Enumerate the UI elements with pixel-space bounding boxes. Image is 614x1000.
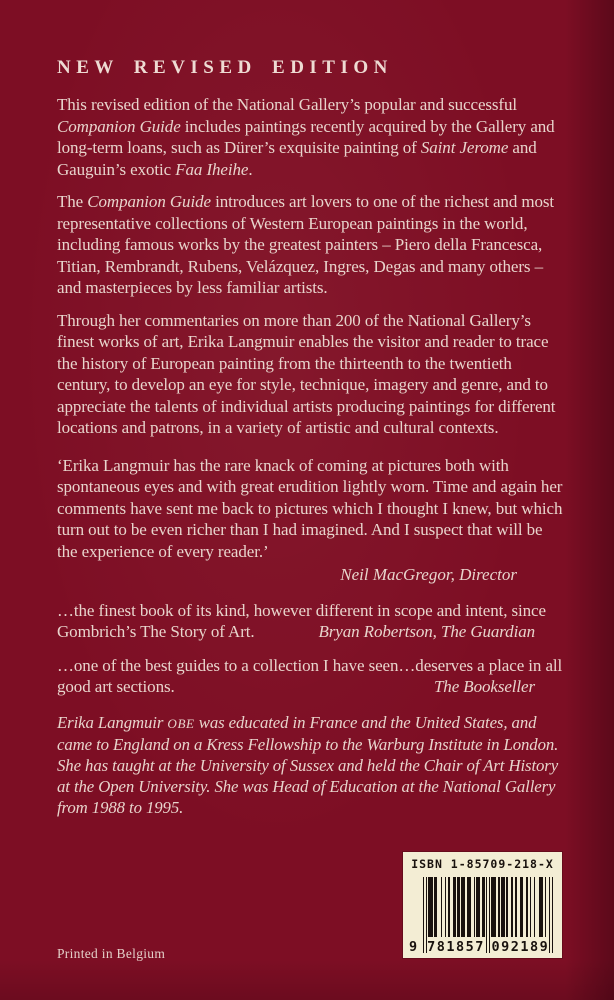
author-bio: Erika Langmuir OBE was educated in France and the United States, and came to England on a Kress Fellowship to the Warburg Institute in London. She has taught at the University of Sussex and held the Chair of Art History at the Open University. She was Head of Education at the National Gallery from 1988 to 1995. bbox=[57, 712, 559, 817]
isbn-label: ISBN 1-85709-218-X bbox=[411, 857, 554, 871]
review-text: …the finest book of its kind, however different in scope and intent, since Gombrich’s The Story of Art. bbox=[57, 600, 546, 641]
quote-attribution: Neil MacGregor, Director bbox=[340, 565, 517, 584]
director-quote: ‘Erika Langmuir has the rare knack of coming at pictures both with spontaneous eyes and with great erudition lightly worn. Time and again her comments have sent me back to pictures which I thought I knew, but which turn out to be even richer than I had imagined. And I suspect that will be the experience of every reader.’ bbox=[57, 455, 563, 561]
printed-in-note: Printed in Belgium bbox=[57, 946, 166, 961]
barcode bbox=[403, 852, 562, 958]
barcode-digit-group: 092189 bbox=[491, 939, 550, 955]
back-cover-text-block bbox=[57, 56, 563, 829]
blurb-paragraph-3: Through her commentaries on more than 200 of the National Gallery’s finest works of art, Erika Langmuir enables the visitor and reader to trace the history of European painting from the thirteenth to the twentieth century, to develop an eye for style, technique, imagery and genre, and to appreciate the talents of individual artists producing paintings for different locations and patrons, in a variety of artistic and cultural contexts. bbox=[57, 310, 556, 437]
review-text: …one of the best guides to a collection I have seen…deserves a place in all good art sections. bbox=[57, 655, 563, 696]
press-review-1 bbox=[57, 600, 563, 643]
barcode-bars bbox=[409, 877, 553, 955]
press-review-2 bbox=[57, 655, 563, 698]
blurb-paragraph-1: This revised edition of the National Gallery’s popular and successful Companion Guide includes paintings recently acquired by the Gallery and long-term loans, such as Dürer’s exquisite painting of Saint Jerome and Gauguin’s exotic Faa Iheihe. bbox=[57, 95, 555, 179]
edition-heading: NEW REVISED EDITION bbox=[57, 57, 393, 78]
review-attribution: Bryan Robertson, The Guardian bbox=[318, 622, 535, 641]
barcode-digit-group: 781857 bbox=[427, 939, 485, 955]
barcode-digit-group: 9 bbox=[409, 939, 418, 955]
review-attribution: The Bookseller bbox=[433, 677, 535, 696]
blurb-paragraph-2: The Companion Guide introduces art lovers to one of the richest and most representative collections of Western European paintings in the world, including famous works by the greatest painters – Piero della Francesca, Titian, Rembrandt, Rubens, Velázquez, Ingres, Degas and many others – and masterpieces by less familiar artists. bbox=[57, 192, 555, 297]
